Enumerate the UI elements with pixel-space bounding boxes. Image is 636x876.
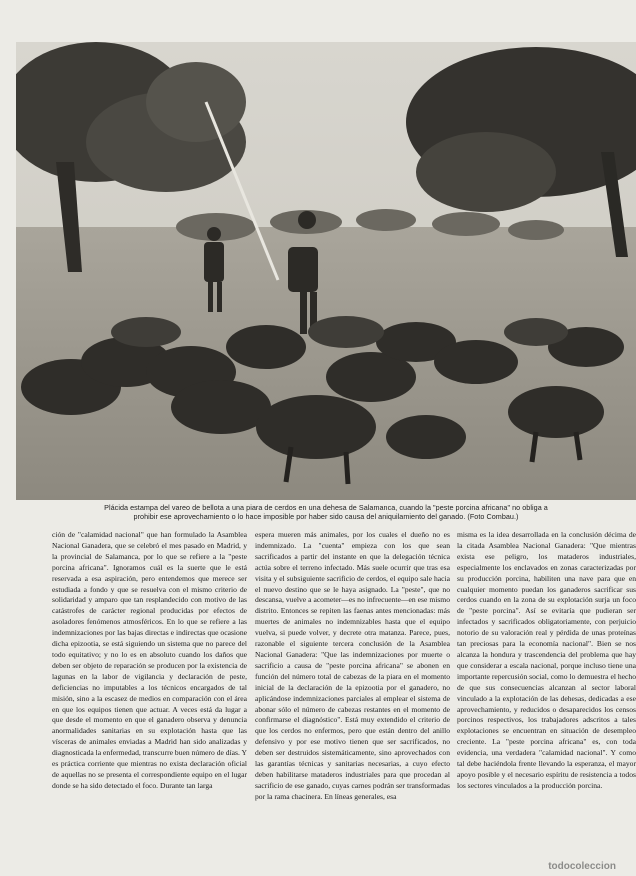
text-column-2 bbox=[255, 530, 450, 870]
column-3-text: misma es la idea desarrollada en la conclusión décima de la citada Asamblea Nacional Ganadera: "Que mientras exista ese peligro, los mataderos industriales, especialmente los enclavados en zonas caracterizadas por su producción porcina, habiliten una nave para que en cualquier momento puedan los ganaderos sacrificar sus cerdos cuando en la zona de su explotación surja un foco de "peste porcina". Así se evitaría que pudieran ser infectados y sacrificados obligatoriamente, con perjuicio notorio de su valoración real y pérdida de unas proteínas tan preciosas para la economía nacional". Bien se nos alcanza la hondura y trascendencia del problema que hay que considerar a escala nacional, porque incluso tiene una importante repercusión social, como lo demuestra el hecho de que sus consecuencias alcanzan al sector laboral vinculado a la explotación de las dehesas, dedicadas a ese aprovechamiento, y reducidos o desaparecidos los censos porcinos respectivos, los trabajadores adscritos a tales explotaciones se encuentran en situación de desempleo creciente. La "peste porcina africana" es, con toda evidencia, una verdadera "calamidad nacional". Y como tal debe haciéndola frente llevando la esperanza, el mayor apoyo posible y el necesario espíritu de resistencia a todos los sectores vinculados a la producción porcina. bbox=[457, 530, 636, 790]
text-column-3 bbox=[457, 530, 636, 870]
caption-line-2: prohibir ese aprovechamiento o lo hace imposible por haber sido causa del aniquilamiento del ganado. (Foto Combau.) bbox=[133, 512, 519, 521]
watermark: todocoleccion bbox=[548, 861, 616, 872]
dehesa-pigs-photo bbox=[16, 42, 636, 500]
column-2-text: espera mueren más animales, por los cuales el dueño no es indemnizado. La "cuenta" empieza con los que sean sacrificados a partir del instante en que la delegación técnica actúa sobre el terreno infectado. Más suele ocurrir que tras esa visita y el subsiguiente sacrificio de cerdos, el equipo sale hacia el nuevo destino que se le haya asignado. La "peste", que no descansa, vuelve a acometer—es no infrecuente—en ese mismo distrito. Entonces se repiten las faenas antes mencionadas: más muertes de animales no indemnizables hasta que el equipo vuelva, si puede volver, y decrete otra matanza. Parece, pues, razonable el siguiente tercera conclusión de la Asamblea Nacional Ganadera: "Que las indemnizaciones por muerte o sacrificio a causa de "peste porcina africana" se abonen en función del número total de cabezas de la piara en el momento inicial de la declaración de la epizootia por el ganadero, no aplicándose indemnizaciones parciales al emplear el sistema de abonar sólo el número de cabezas restantes en el momento de confirmarse el diagnóstico". Está muy extendido el criterio de que los cerdos no enfermos, pero que están dentro del anillo defensivo y por ese motivo tienen que ser sacrificados, no deben ser destruidos sistemáticamente, sino aprovechados con las garantías técnicas y sanitarias necesarias, a cuyo efecto deben habilitarse mataderos industriales para que procedan al sacrificio de ese ganado, cuyas carnes podrán ser transformadas por la rama chacinera. En líneas generales, esa bbox=[255, 530, 450, 801]
text-column-1 bbox=[52, 530, 247, 870]
photo-caption bbox=[16, 503, 636, 521]
column-1-text: ción de "calamidad nacional" que han formulado la Asamblea Nacional Ganadera, que se celebró el mes pasado en Madrid, y la provincial de Salamanca, por lo que se refiere a la "peste porcina africana". Ignoramos cuál es la suerte que le está reservada a esa aspiración, pero entendemos que merece ser estudiada a fondo y que se resuelva con el mismo criterio de solidaridad y amparo que tan resplandecido con motivo de las catástrofes de carácter regional producidas por efectos de asoladores fenómenos atmosféricos. En lo que se refiere a las indemnizaciones por las bajas directas e indirectas que ocasione dicha epizootia, se está siguiendo un sistema que no parece del todo equitativo; y no lo es en absoluto cuando los daños que deben ser objeto de reparación se producen por la existencia de lagunas en la labor de vigilancia y declaración de peste, deficiencias no imputables a los técnicos encargados de tal misión, sino a la escasez de medios en comparación con el área en que los equipos tienen que actuar. A veces está da lugar a que desde el momento en que el ganadero observa y denuncia anormalidades sanitarias en su explotación hasta que las vísceras de animales enviadas a Madrid han sido analizadas y diagnosticada la enfermedad, transcurre buen número de días. Y es práctica corriente que mientras no exista declaración oficial de aquellas no se presenta el correspondiente equipo en el lugar donde se ha sido detectado el foco. Durante tan larga bbox=[52, 530, 247, 790]
caption-line-1: Plácida estampa del vareo de bellota a una piara de cerdos en una dehesa de Salamanca, cuando la "peste porcina africana" no obliga a bbox=[104, 503, 548, 512]
